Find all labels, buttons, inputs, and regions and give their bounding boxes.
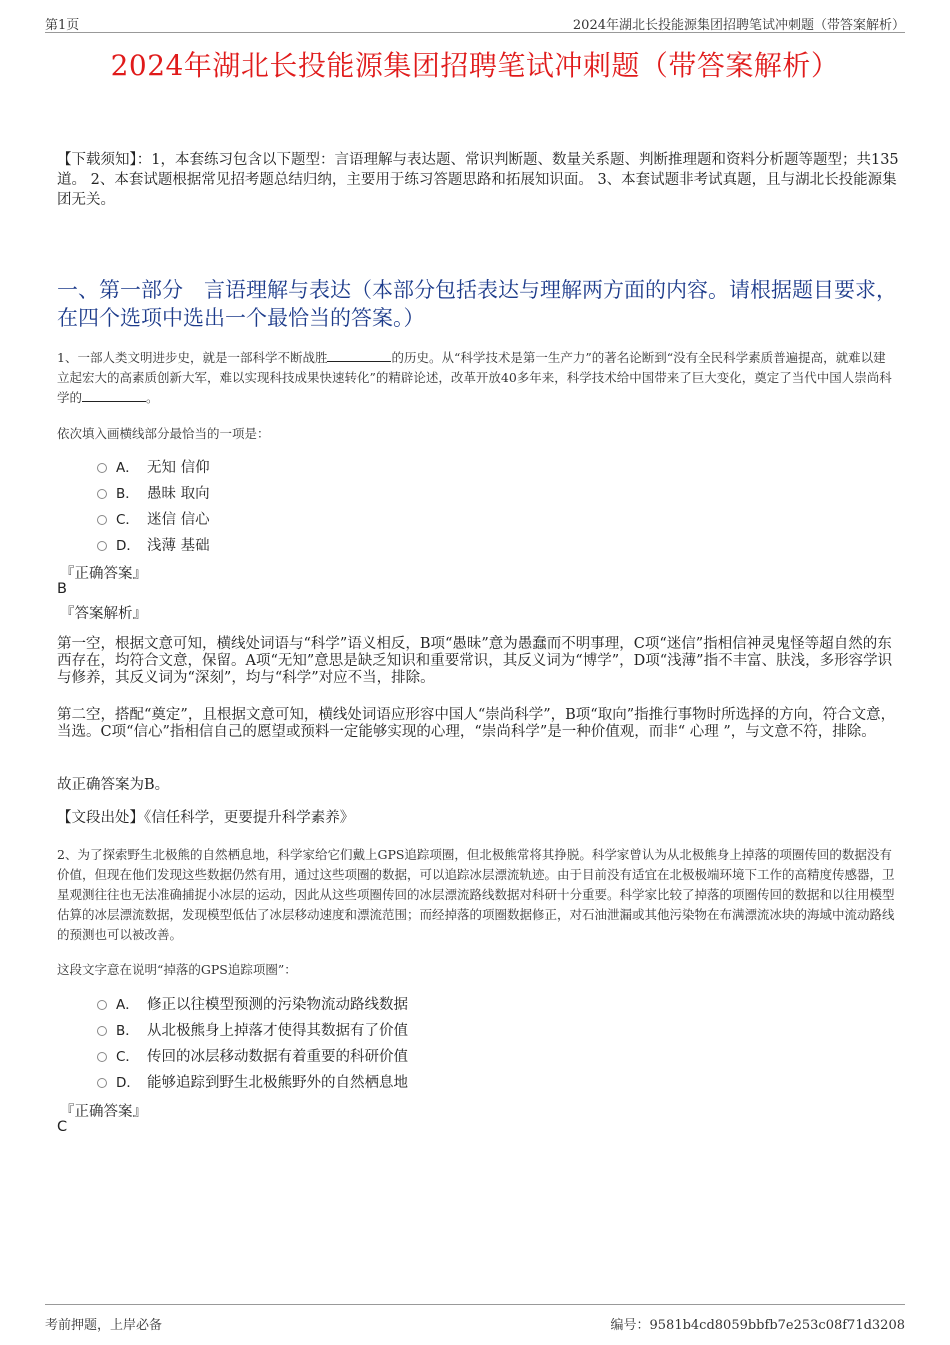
footer-slogan: 考前押题，上岸必备: [45, 1318, 163, 1333]
option-text: 修正以往模型预测的污染物流动路线数据: [147, 996, 408, 1013]
option-text: 浅薄 基础: [147, 537, 210, 554]
radio-icon[interactable]: [97, 1052, 107, 1062]
radio-icon[interactable]: [97, 463, 107, 473]
fill-blank-2: [82, 389, 146, 402]
option-letter: D．: [116, 1075, 140, 1091]
document-title: 2024年湖北长投能源集团招聘笔试冲刺题（带答案解析）: [110, 49, 840, 82]
question-1-analysis-paragraph-2: 第二空，搭配“奠定”，且根据文意可知，横线处词语应形容中国人“崇尚科学”，B项“取向”指推行事物时所选择的方向，符合文意，当选。C项“信心”指相信自己的愿望或预料一定能够实现的心理，“崇尚科学”是一种价值观，而非“ 心理 ”，与文意不符，排除。: [57, 707, 896, 740]
option-letter: B．: [116, 486, 139, 502]
option-text: 从北极熊身上掉落才使得其数据有了价值: [147, 1022, 408, 1039]
question-1-option-d[interactable]: [97, 534, 210, 554]
option-letter: B．: [116, 1023, 139, 1039]
radio-icon[interactable]: [97, 1026, 107, 1036]
question-1-option-b[interactable]: [97, 482, 210, 502]
question-2-answer: C: [57, 1119, 68, 1135]
footer-doc-id: 编号：9581b4cd8059bbfb7e253c08f71d3208: [610, 1318, 905, 1333]
radio-icon[interactable]: [97, 541, 107, 551]
option-text: 迷信 信心: [147, 511, 210, 528]
option-text: 无知 信仰: [147, 459, 210, 476]
question-2-option-c[interactable]: [97, 1045, 408, 1065]
radio-icon[interactable]: [97, 515, 107, 525]
section-heading: 一、第一部分 言语理解与表达（本部分包括表达与理解两方面的内容。请根据题目要求，在四个选项中选出一个最恰当的答案。）: [57, 278, 897, 330]
option-text: 愚昧 取向: [147, 485, 210, 502]
option-letter: C．: [116, 512, 139, 528]
page-number: 第1页: [45, 18, 80, 33]
question-1-analysis-paragraph-1: 第一空，根据文意可知，横线处词语与“科学”语义相反，B项“愚昧”意为愚蠢而不明事理，C项“迷信”指相信神灵鬼怪等超自然的东西存在，均符合文意，保留。A项“无知”意思是缺乏知识和重要常识，其反义词为“博学”，D项“浅薄”指不丰富、肤浅，多形容学识与修养，其反义词为“深刻”，均与“科学”对应不当，排除。: [57, 636, 893, 686]
question-1-text-part1: 1、一部人类文明进步史，就是一部科学不断战胜: [57, 350, 328, 365]
header-doc-title: 2024年湖北长投能源集团招聘笔试冲刺题（带答案解析）: [572, 18, 905, 33]
question-2-option-b[interactable]: [97, 1019, 408, 1039]
question-1-option-c[interactable]: [97, 508, 210, 528]
download-notice: 【下载须知】：1，本套练习包含以下题型：言语理解与表达题、常识判断题、数量关系题、判断推理题和资料分析题等题型；共135道。 2、本套试题根据常见招考题总结归纳，主要用于练习答题思路和拓展知识面。 3、本套试题非考试真题，且与湖北长投能源集团无关。: [57, 152, 899, 208]
question-1-text: [57, 348, 897, 408]
radio-icon[interactable]: [97, 1000, 107, 1010]
question-2-answer-label: 『正确答案』: [60, 1104, 147, 1120]
page-header: [45, 12, 905, 33]
page-footer: [45, 1304, 905, 1331]
question-1-answer-label: 『正确答案』: [60, 566, 147, 582]
question-1-text-part2: 的历史。从“科学技术是第一生产力”的著名论断到“没有全民科学素质普遍提高，就难以建立起宏大的高素质创新大军，难以实现科技成果快速转化”的精辟论述，改革开放40多年来，科学技术给中国带来了巨大变化，奠定了当代中国人崇尚科学的: [57, 350, 892, 405]
option-letter: D．: [116, 538, 140, 554]
question-2-prompt: 这段文字意在说明“掉落的GPS追踪项圈”：: [57, 962, 297, 977]
radio-icon[interactable]: [97, 1078, 107, 1088]
option-text: 能够追踪到野生北极熊野外的自然栖息地: [147, 1074, 408, 1091]
radio-icon[interactable]: [97, 489, 107, 499]
question-1-conclusion: 故正确答案为B。: [57, 777, 170, 793]
option-letter: C．: [116, 1049, 139, 1065]
question-1-source: 【文段出处】《信任科学，更要提升科学素养》: [57, 810, 355, 826]
question-1-analysis-label: 『答案解析』: [60, 606, 147, 622]
question-1-prompt: 依次填入画横线部分最恰当的一项是：: [57, 426, 270, 441]
question-2-option-d[interactable]: [97, 1071, 408, 1091]
option-letter: A．: [116, 997, 139, 1013]
question-2-text: 2、为了探索野生北极熊的自然栖息地，科学家给它们戴上GPS追踪项圈，但北极熊常将其挣脱。科学家曾认为从北极熊身上掉落的项圈传回的数据没有价值，但现在他们发现这些数据仍然有用，通过这些项圈的数据，可以追踪冰层漂流轨迹。由于目前没有适宜在北极极端环境下工作的高精度传感器，卫星观测往往也无法准确捕捉小冰层的运动，因此从这些项圈传回的冰层漂流路线数据对科研十分重要。科学家比较了掉落的项圈传回的数据和以往用模型估算的冰层漂流数据，发现模型低估了冰层移动速度和漂流范围；而经掉落的项圈数据修正，对石油泄漏或其他污染物在布满漂流冰块的海域中流动路线的预测也可以被改善。: [57, 847, 895, 942]
question-1-text-part3: 。: [146, 390, 159, 405]
question-1-option-a[interactable]: [97, 456, 210, 476]
fill-blank-1: [327, 349, 391, 362]
option-text: 传回的冰层移动数据有着重要的科研价值: [147, 1048, 408, 1065]
question-1-answer: B: [57, 581, 67, 597]
option-letter: A．: [116, 460, 139, 476]
question-2-option-a[interactable]: [97, 993, 408, 1013]
